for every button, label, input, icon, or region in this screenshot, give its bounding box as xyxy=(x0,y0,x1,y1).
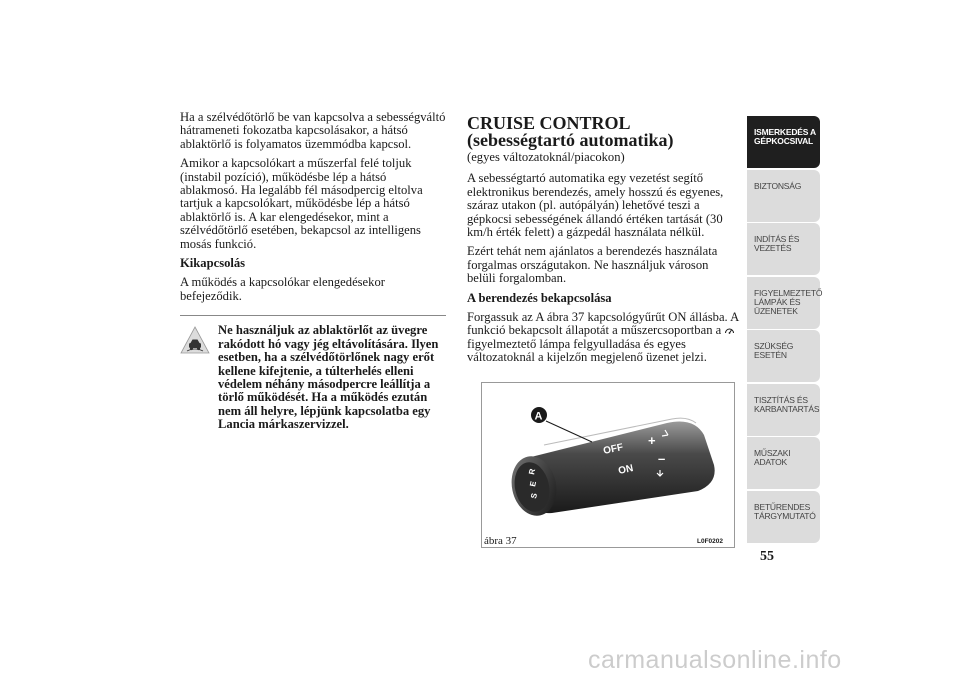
paragraph xyxy=(467,311,739,365)
tab-muszaki[interactable]: MŰSZAKI ADATOK xyxy=(747,437,820,489)
paragraph: Ezért tehát nem ajánlatos a berendezés használata forgalmas országutakon. Ne használjuk városon belüli forgalomban. xyxy=(467,244,718,286)
tab-figyelmezteto[interactable]: FIGYELMEZTETŐ LÁMPÁK ÉS ÜZENETEK xyxy=(747,277,820,329)
section-heading: A berendezés bekapcsolása xyxy=(467,290,612,305)
paragraph-part: figyelmeztető lámpa felgyulladása és egyes változatoknál a kijelzőn megjelenő üzenet jelzi. xyxy=(467,336,707,365)
cruise-lever-illustration xyxy=(482,383,734,547)
cruise-control-icon xyxy=(724,326,735,335)
chapter-tabs xyxy=(747,116,823,544)
lever-label-r: R xyxy=(527,467,538,476)
figure-code: L0F0202 xyxy=(697,538,724,545)
tab-szukseg[interactable]: SZÜKSÉG ESETÉN xyxy=(747,330,820,382)
right-column xyxy=(467,115,739,371)
lever-label-minus: – xyxy=(658,451,666,466)
lever-label-on: ON xyxy=(617,463,635,477)
warning-block xyxy=(180,324,446,431)
tab-biztonsag[interactable]: BIZTONSÁG xyxy=(747,170,820,222)
marker-a-label: A xyxy=(534,410,543,423)
lever-label-e: E xyxy=(528,480,539,488)
subtitle: (egyes változatoknál/piacokon) xyxy=(467,150,625,164)
paragraph: Amikor a kapcsolókart a műszerfal felé toljuk (instabil pozíció), működésbe lép a hátsó ablakmosó. Ha legalább fél másodpercig eltolva tartjuk a kapcsolókart, működésbe lép a hátsó ablaktörlő is. A kar elengedésekor, mint a szélvédőtörlő esetében, bekapcsol az intelligens mosás funkció. xyxy=(180,156,423,251)
paragraph: A működés a kapcsolókar elengedésekor befejeződik. xyxy=(180,275,385,303)
lever-label-s: S xyxy=(529,492,540,500)
paragraph-part: Forgassuk az A ábra 37 kapcsológyűrűt ON állásba. A funkció bekapcsolt állapotát a műszercsoportban a xyxy=(467,310,739,338)
page-number: 55 xyxy=(760,549,774,564)
divider xyxy=(180,315,446,316)
section-title: CRUISE CONTROL (sebességtartó automatika) xyxy=(467,113,674,150)
warning-car-icon xyxy=(180,326,210,354)
tab-tisztitas[interactable]: TISZTÍTÁS ÉS KARBANTARTÁS xyxy=(747,384,820,436)
warning-text: Ne használjuk az ablaktörlőt az üvegre rakódott hó vagy jég eltávolítására. Ilyen esetben, ha a szélvédőtörlőnek nagy erőt kellene kifejtenie, a túlterhelés elleni védelem néhány másodpercre leállítja a törlő működését. Ha a működés ezután nem áll helyre, lépjünk kapcsolatba egy Lancia márkaszervizzel. xyxy=(218,323,439,432)
figure-37 xyxy=(481,382,735,548)
tab-inditas[interactable]: INDÍTÁS ÉS VEZETÉS xyxy=(747,223,820,275)
left-column xyxy=(180,111,446,432)
tab-ismerkedes[interactable]: ISMERKEDÉS A GÉPKOCSIVAL xyxy=(747,116,820,168)
lever-label-plus: + xyxy=(648,433,656,448)
paragraph: Ha a szélvédőtörlő be van kapcsolva a sebességváltó hátrameneti fokozatba kapcsolásakor, a hátsó ablaktörlő is folyamatos üzemmódba kapcsol. xyxy=(180,110,446,151)
section-heading: Kikapcsolás xyxy=(180,256,246,271)
tab-betrendes[interactable]: BETŰRENDES TÁRGYMUTATÓ xyxy=(747,491,820,543)
lever-label-off: OFF xyxy=(602,442,625,457)
paragraph: A sebességtartó automatika egy vezetést segítő elektronikus berendezés, amely hosszú és egyenes, száraz utakon (pl. autópályán) lehetővé teszi a gépkocsi sebességének állandó értéken tartását (30 km/h érték felett) a gázpedál használata nélkül. xyxy=(467,171,724,240)
watermark: carmanualsonline.info xyxy=(588,646,842,674)
figure-caption: ábra 37 xyxy=(484,535,517,547)
